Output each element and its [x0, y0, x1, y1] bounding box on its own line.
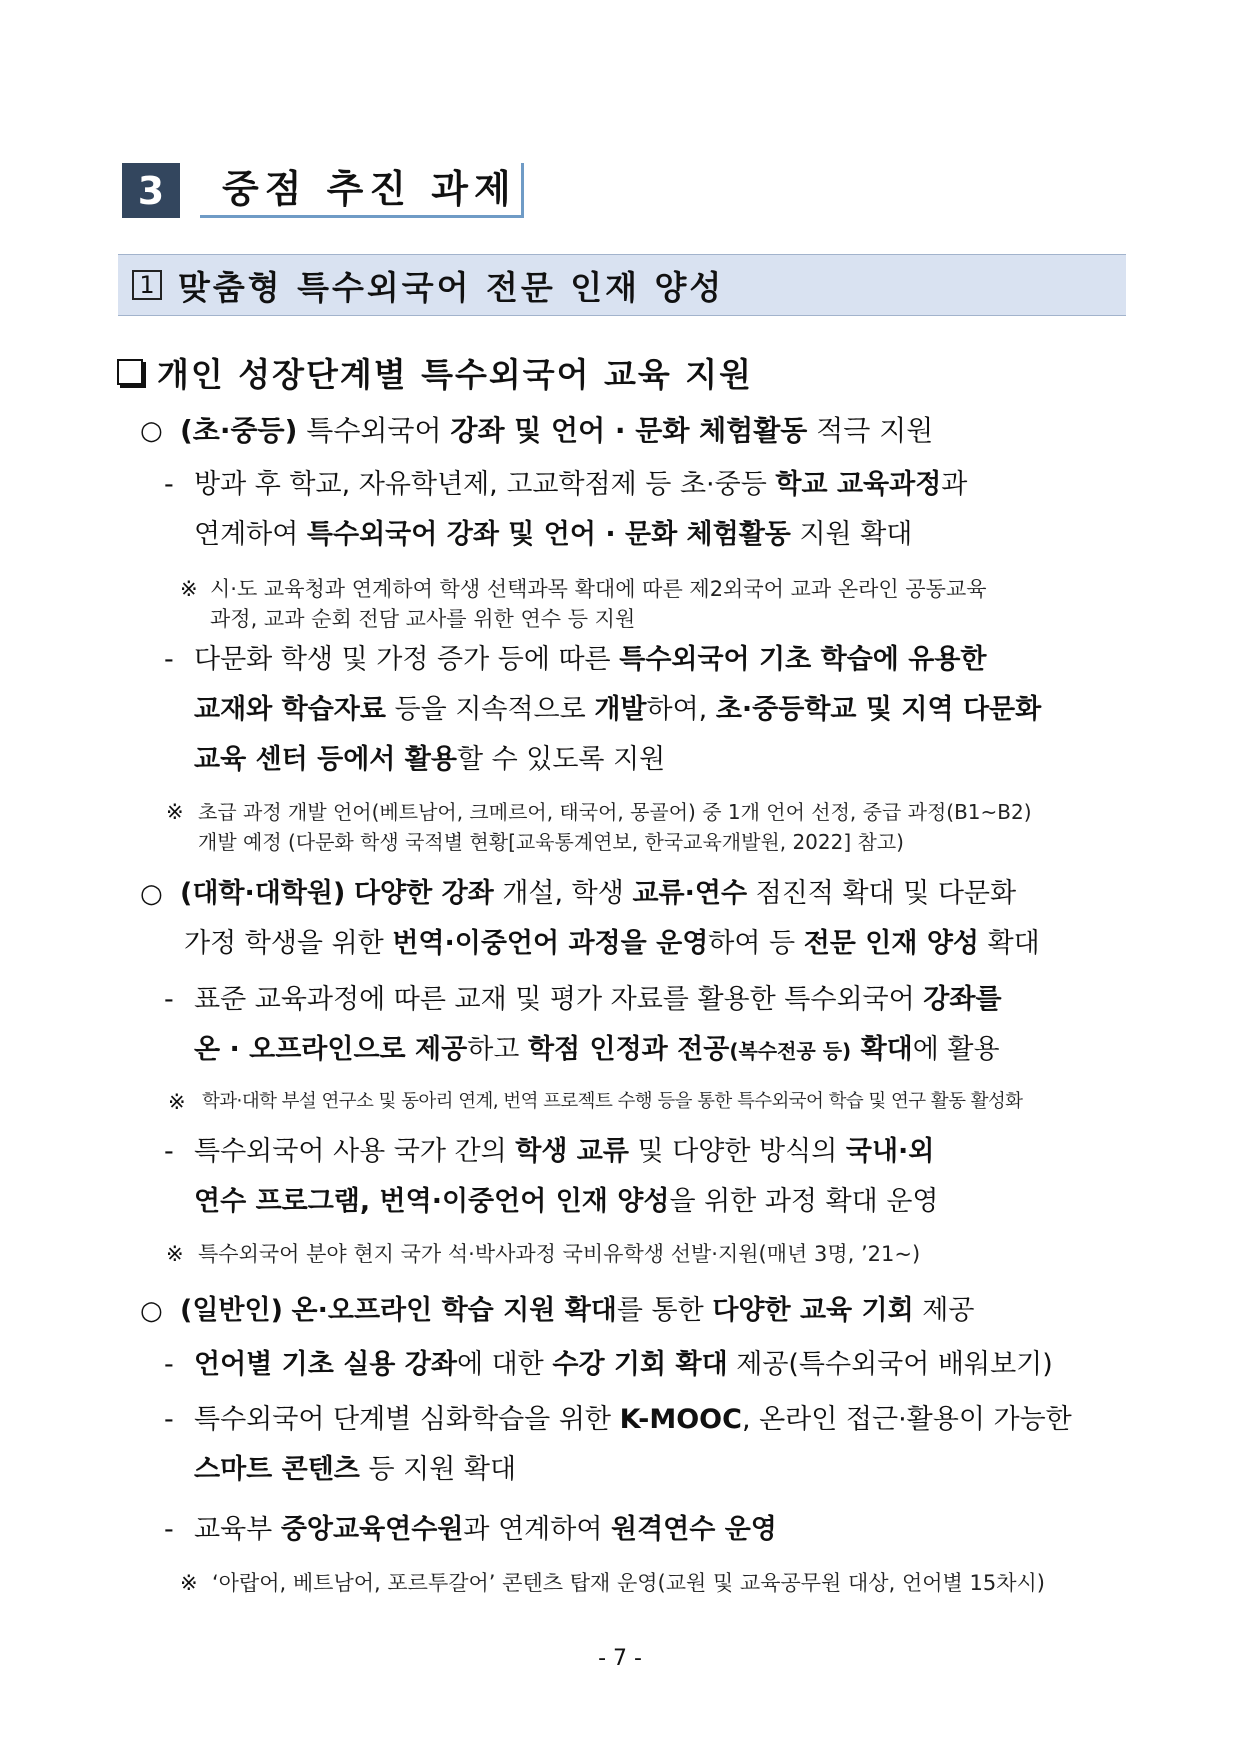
dash-mark: -: [164, 1136, 174, 1167]
bullet-3: (일반인) 온·오프라인 학습 지원 확대를 통한 다양한 교육 기회 제공: [180, 1295, 975, 1326]
chapter-title: [122, 163, 524, 218]
dash-2-line-3: 교육 센터 등에서 활용할 수 있도록 지원: [194, 744, 666, 775]
chapter-number: 3: [122, 163, 180, 218]
section-title: 맞춤형 특수외국어 전문 인재 양성: [178, 267, 725, 307]
dash-4-line-2: 연수 프로그램, 번역·이중언어 인재 양성을 위한 과정 확대 운영: [194, 1186, 939, 1217]
bullet-1: (초·중등) 특수외국어 강좌 및 언어 · 문화 체험활동 적극 지원: [180, 414, 934, 447]
bullet-circle: ○: [140, 416, 163, 446]
note-mark: ※: [166, 1242, 184, 1266]
bullet-2-line-1: (대학·대학원) 다양한 강좌 개설, 학생 교류·연수 점진적 확대 및 다문화: [180, 878, 1017, 909]
note-5-line-1: ‘아랍어, 베트남어, 포르투갈어’ 콘텐츠 탑재 운영(교원 및 교육공무원 대상, 언어별 15차시): [212, 1571, 1045, 1595]
dash-4-line-1: 특수외국어 사용 국가 간의 학생 교류 및 다양한 방식의 국내·외: [194, 1136, 935, 1167]
note-1-line-1: 시·도 교육청과 연계하여 학생 선택과목 확대에 따른 제2외국어 교과 온라인 공동교육: [210, 577, 987, 601]
dash-mark: -: [164, 1349, 174, 1380]
note-mark: ※: [166, 800, 184, 824]
section-header: [118, 254, 1126, 316]
dash-6-line-2: 스마트 콘텐츠 등 지원 확대: [194, 1454, 517, 1485]
subheading-text: 개인 성장단계별 특수외국어 교육 지원: [157, 354, 754, 394]
note-2-line-1: 초급 과정 개발 언어(베트남어, 크메르어, 태국어, 몽골어) 중 1개 언어 선정, 중급 과정(B1~B2): [198, 800, 1032, 824]
dash-1-line-1: 방과 후 학교, 자유학년제, 고교학점제 등 초·중등 학교 교육과정과: [194, 469, 968, 500]
dash-mark: -: [164, 1404, 174, 1435]
note-mark: ※: [168, 1090, 186, 1114]
dash-1-line-2: 연계하여 특수외국어 강좌 및 언어 · 문화 체험활동 지원 확대: [194, 519, 913, 550]
dash-mark: -: [164, 644, 174, 675]
note-2-line-2: 개발 예정 (다문화 학생 국적별 현황[교육통계연보, 한국교육개발원, 2022] 참고): [198, 830, 904, 854]
note-mark: ※: [180, 1571, 198, 1595]
dash-6-line-1: 특수외국어 단계별 심화학습을 위한 K-MOOC, 온라인 접근·활용이 가능한: [194, 1404, 1072, 1435]
page-number: - 7 -: [598, 1646, 642, 1671]
section-number: 1: [132, 270, 162, 300]
dash-3-line-2: 온 · 오프라인으로 제공하고 학점 인정과 전공(복수전공 등) 확대에 활용: [194, 1034, 1000, 1065]
note-mark: ※: [180, 577, 198, 601]
note-1-line-2: 과정, 교과 순회 전담 교사를 위한 연수 등 지원: [210, 607, 636, 631]
note-3-line-1: 학과·대학 부설 연구소 및 동아리 연계, 번역 프로젝트 수행 등을 통한 특수외국어 학습 및 연구 활동 활성화: [202, 1091, 1023, 1112]
dash-3-line-1: 표준 교육과정에 따른 교재 및 평가 자료를 활용한 특수외국어 강좌를: [194, 984, 1002, 1015]
dash-mark: -: [164, 984, 174, 1015]
bullet-2-line-2: 가정 학생을 위한 번역·이중언어 과정을 운영하여 등 전문 인재 양성 확대: [184, 928, 1040, 959]
dash-2-line-2: 교재와 학습자료 등을 지속적으로 개발하여, 초·중등학교 및 지역 다문화: [194, 694, 1042, 725]
dash-7: 교육부 중앙교육연수원과 연계하여 원격연수 운영: [194, 1514, 777, 1545]
dash-5: 언어별 기초 실용 강좌에 대한 수강 기회 확대 제공(특수외국어 배워보기): [194, 1349, 1053, 1380]
dash-2-line-1: 다문화 학생 및 가정 증가 등에 따른 특수외국어 기초 학습에 유용한: [194, 644, 987, 675]
dash-mark: -: [164, 1514, 174, 1545]
checkbox-square-icon: [117, 359, 143, 385]
subheading: [117, 348, 753, 396]
chapter-title-text: 중점 추진 과제: [200, 163, 524, 218]
bullet-circle: ○: [140, 879, 163, 909]
note-4-line-1: 특수외국어 분야 현지 국가 석·박사과정 국비유학생 선발·지원(매년 3명, ’21~): [198, 1242, 921, 1266]
bullet-circle: ○: [140, 1296, 163, 1326]
dash-mark: -: [164, 469, 174, 500]
